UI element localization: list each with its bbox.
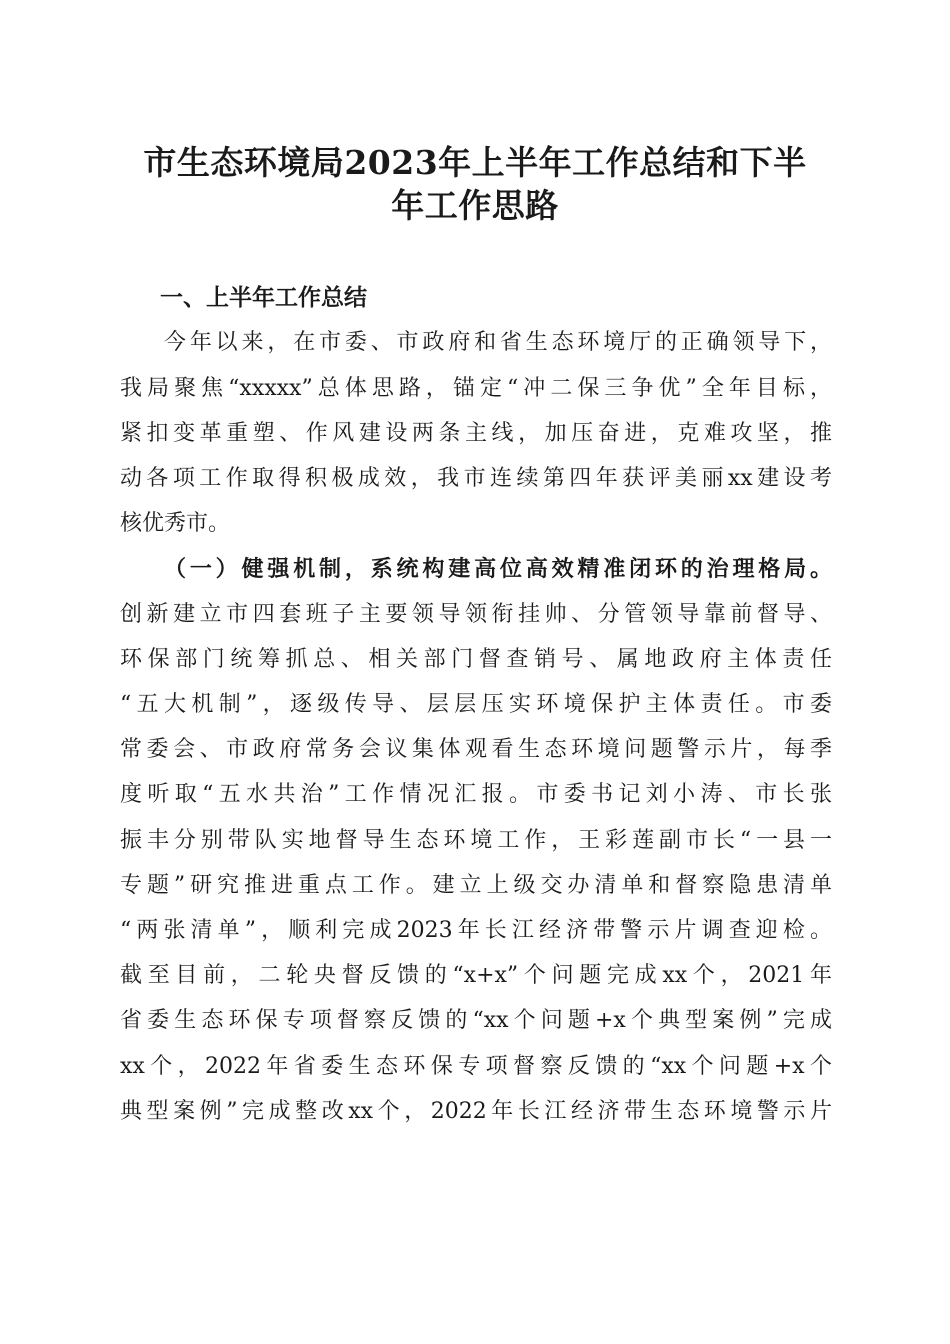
body-line: 常委会、市政府常务会议集体观看生态环境问题警示片，每季 [120,737,832,762]
body-line: xx个，2022年省委生态环保专项督察反馈的“xx个问题+x个 [120,1054,832,1079]
body-line: 今年以来，在市委、市政府和省生态环境厅的正确领导下， [164,330,832,355]
body-line: 创新建立市四套班子主要领导领衔挂帅、分管领导靠前督导、 [120,602,832,627]
body-line: 典型案例”完成整改xx个，2022年长江经济带生态环境警示片 [120,1099,832,1124]
body-line: 截至目前，二轮央督反馈的“x+x”个问题完成xx个，2021年 [120,963,832,988]
body-line: 省委生态环保专项督察反馈的“xx个问题+x个典型案例”完成 [120,1008,832,1033]
document-title-line-2: 年工作思路 [391,186,559,225]
body-line: 核优秀市。 [120,511,231,536]
body-line: “五大机制”，逐级传导、层层压实环境保护主体责任。市委 [120,692,832,717]
body-line: 振丰分别带队实地督导生态环境工作，王彩莲副市长“一县一 [120,828,832,853]
body-line: “两张清单”，顺利完成2023年长江经济带警示片调查迎检。 [120,918,832,943]
body-line: 环保部门统筹抓总、相关部门督查销号、属地政府主体责任 [120,647,832,672]
body-line: 动各项工作取得积极成效，我市连续第四年获评美丽xx建设考 [120,466,832,491]
body-line: 我局聚焦“xxxxx”总体思路，锚定“冲二保三争优”全年目标， [120,376,832,401]
subsection-heading: （一）健强机制，系统构建高位高效精准闭环的治理格局。 [164,556,832,582]
body-line: 度听取“五水共治”工作情况汇报。市委书记刘小涛、市长张 [120,782,832,807]
section-heading: 一、上半年工作总结 [160,285,367,311]
document-title-line-1: 市生态环境局2023年上半年工作总结和下半 [143,143,807,182]
body-line: 专题”研究推进重点工作。建立上级交办清单和督察隐患清单 [120,873,832,898]
body-line: 紧扣变革重塑、作风建设两条主线，加压奋进，克难攻坚，推 [120,421,832,446]
